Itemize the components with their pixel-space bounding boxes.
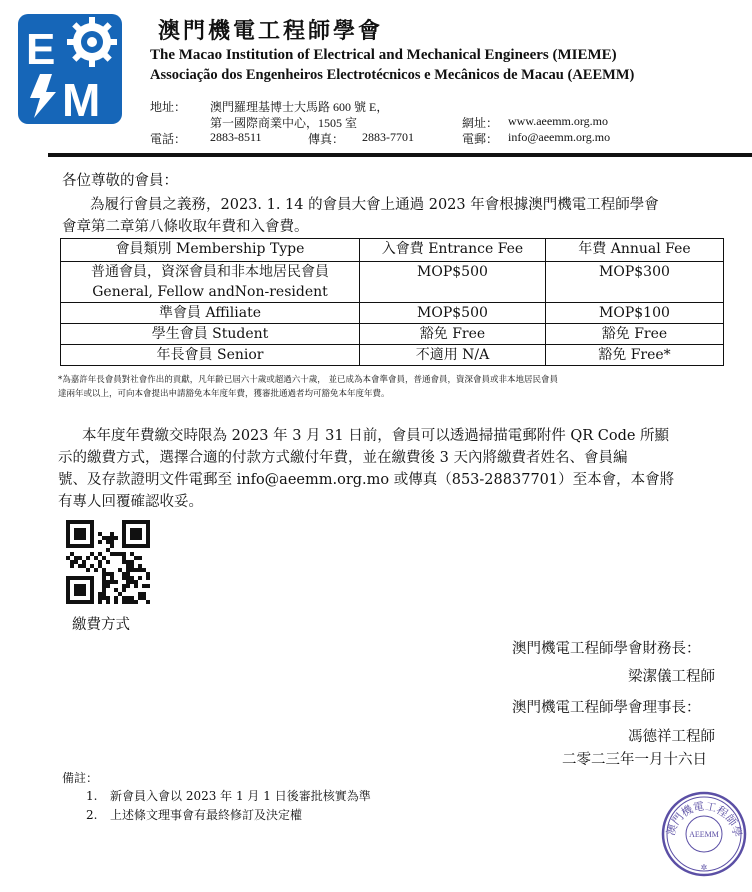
header-annual-fee: 年費 Annual Fee [545,239,723,262]
membership-type-en: General, Fellow andNon-resident [92,284,328,300]
table-row [61,345,724,366]
fee-footnote-line-1: *為嘉許年長會員對社會作出的貢獻，凡年齡已屆六十歲或超過六十歲， 並已成為本會準會員，普通會員，資深會員或非本地居民會員 [58,375,558,385]
payment-line-3: 號、及存款證明文件電郵至 info@aeemm.org.mo 或傳真（853-28837701）至本會，本會將 [58,472,675,488]
fax-value: 2883-7701 [362,130,414,144]
remark-text: 上述條文理事會有最終修訂及決定權 [110,808,303,822]
remark-number: 1. [86,789,98,803]
annual-fee-cell: 豁免 Free* [545,345,723,366]
remarks-title: 備註： [62,771,99,785]
membership-type-cell: 年長會員 Senior [61,345,360,366]
email-link[interactable]: info@aeemm.org.mo [508,130,611,144]
seal-stamp-icon [660,790,748,878]
seal-center-text: AEEMM [689,830,719,839]
membership-type-zh: 普通會員，資深會員和非本地居民會員 [91,264,329,280]
chairman-name: 馮德祥工程師 [628,729,715,745]
logo [18,14,122,124]
qr-code-icon [66,520,150,604]
table-row [61,324,724,345]
payment-line-1: 本年度年費繳交時限為 2023 年 3 月 31 日前，會員可以透過掃描電郵附件 QR Code 所顯 [82,428,670,444]
entrance-fee-cell: MOP$500 [360,262,546,303]
header-divider [48,153,752,157]
logo-letter-e: E [26,25,56,74]
fax-label: 傳真： [308,132,345,146]
entrance-fee-cell: MOP$500 [360,303,546,324]
payment-line-4: 有專人回覆確認收妥。 [58,494,203,510]
svg-text:✲: ✲ [700,863,708,872]
org-name-zh: 澳門機電工程師學會 [158,18,384,44]
membership-type-cell: 學生會員 Student [61,324,360,345]
treasurer-title: 澳門機電工程師學會財務長： [512,641,701,657]
chairman-title: 澳門機電工程師學會理事長： [512,700,701,716]
intro-line-2: 會章第二章第八條收取年費和入會費。 [62,219,309,235]
remark-text: 新會員入會以 2023 年 1 月 1 日後審批核實為準 [110,789,371,803]
address-line-1: 澳門羅理基博士大馬路 600 號 E， [210,100,389,114]
membership-type-cell [61,262,360,303]
website-link[interactable]: www.aeemm.org.mo [508,114,608,128]
annual-fee-cell: 豁免 Free [545,324,723,345]
remark-number: 2. [86,808,98,822]
gear-icon [67,17,117,67]
table-row [61,303,724,324]
header-membership-type: 會員類別 Membership Type [61,239,360,262]
header-entrance-fee: 入會費 Entrance Fee [360,239,546,262]
address-label: 地址： [150,100,187,114]
table-row [61,262,724,303]
org-name-en: The Macao Institution of Electrical and Mechanical Engineers (MIEME) [150,47,617,63]
intro-line-1: 為履行會員之義務，2023. 1. 14 的會員大會上通過 2023 年會根據澳門機電工程師學會 [90,197,659,213]
fee-footnote-line-2: 達兩年或以上，可向本會提出申請豁免本年度年費，獲審批通過者均可豁免本年度年費。 [58,389,390,399]
logo-letter-m: M [62,74,101,124]
website-label: 網址： [462,116,499,130]
logo-graphic [18,14,122,124]
qr-caption: 繳費方式 [72,617,130,633]
table-header-row [61,239,724,262]
org-name-pt: Associação dos Engenheiros Electrotécnicos e Mecânicos de Macau (AEEMM) [150,67,635,83]
payment-line-2: 示的繳費方式，選擇合適的付款方式繳付年費，並在繳費後 3 天內將繳費者姓名、會員編 [58,450,628,466]
phone-value: 2883-8511 [210,130,262,144]
fee-table [60,238,724,366]
phone-label: 電話： [150,132,187,146]
salutation: 各位尊敬的會員： [62,173,178,189]
official-seal [660,790,748,878]
entrance-fee-cell: 豁免 Free [360,324,546,345]
seal-ring-text: 澳門機電工程師學 [664,799,745,839]
annual-fee-cell: MOP$300 [545,262,723,303]
email-label: 電郵： [462,132,499,146]
payment-qr-code[interactable] [66,520,150,604]
address-line-2: 第一國際商業中心，1505 室 [210,116,358,130]
letter-date: 二零二三年一月十六日 [562,752,707,768]
annual-fee-cell: MOP$100 [545,303,723,324]
entrance-fee-cell: 不適用 N/A [360,345,546,366]
membership-type-cell: 準會員 Affiliate [61,303,360,324]
treasurer-name: 梁潔儀工程師 [628,669,715,685]
